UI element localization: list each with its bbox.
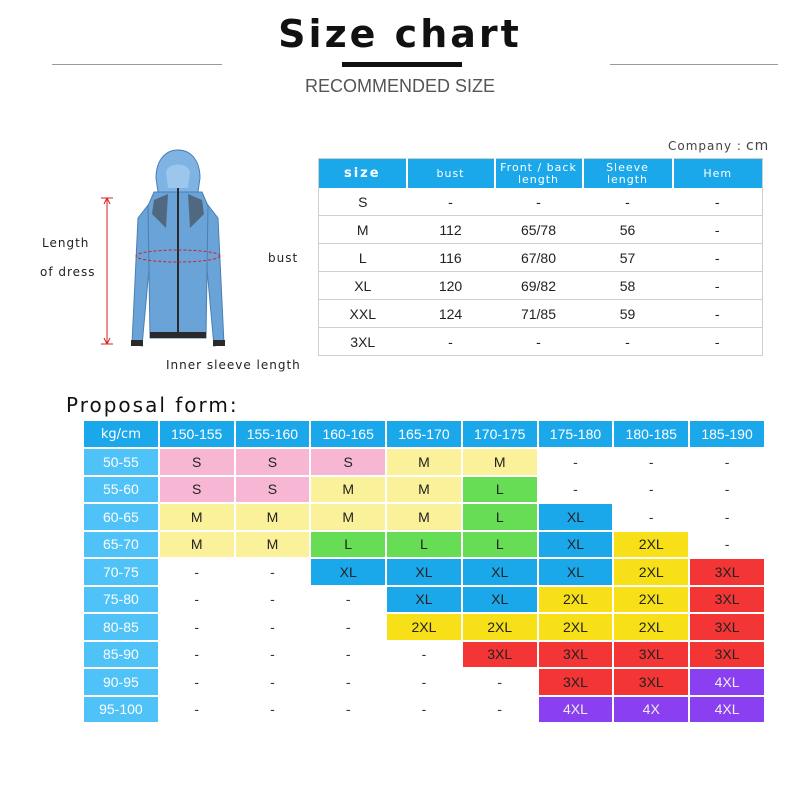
size-recommendation-cell: XL	[539, 559, 613, 585]
size-recommendation-cell: -	[236, 642, 310, 668]
size-recommendation-cell: M	[311, 504, 385, 530]
measure-cell: -	[407, 328, 495, 356]
size-recommendation-cell: M	[236, 532, 310, 558]
table-row	[84, 532, 764, 558]
size-recommendation-cell: -	[160, 587, 234, 613]
size-recommendation-cell: L	[311, 532, 385, 558]
measure-cell: 67/80	[495, 244, 583, 272]
size-recommendation-cell: -	[236, 559, 310, 585]
table-row	[319, 188, 763, 216]
proposal-corner: kg/cm	[84, 421, 158, 447]
measure-cell: 116	[407, 244, 495, 272]
size-recommendation-cell: -	[690, 449, 764, 475]
size-recommendation-cell: M	[311, 477, 385, 503]
measure-cell: 124	[407, 300, 495, 328]
header-rule-left	[52, 64, 222, 65]
size-recommendation-cell: XL	[463, 559, 537, 585]
size-recommendation-cell: -	[690, 504, 764, 530]
size-recommendation-cell: -	[463, 697, 537, 723]
table-row	[84, 669, 764, 695]
table-row	[84, 614, 764, 640]
size-recommendation-cell: L	[463, 532, 537, 558]
proposal-header-row	[84, 421, 764, 447]
size-recommendation-cell: -	[311, 669, 385, 695]
measure-cell: -	[495, 188, 583, 216]
size-recommendation-cell: M	[160, 504, 234, 530]
size-recommendation-cell: M	[387, 477, 461, 503]
size-recommendation-cell: M	[160, 532, 234, 558]
measure-cell: 65/78	[495, 216, 583, 244]
size-recommendation-cell: 4XL	[539, 697, 613, 723]
weight-row-header: 85-90	[84, 642, 158, 668]
size-recommendation-cell: 3XL	[614, 669, 688, 695]
weight-row-header: 95-100	[84, 697, 158, 723]
weight-row-header: 90-95	[84, 669, 158, 695]
weight-row-header: 65-70	[84, 532, 158, 558]
height-column-header: 180-185	[614, 421, 688, 447]
table-row	[84, 587, 764, 613]
size-recommendation-cell: -	[236, 587, 310, 613]
label-bust: bust	[268, 251, 299, 265]
measure-cell: 71/85	[495, 300, 583, 328]
header-hem: Hem	[673, 159, 763, 189]
jacket-icon	[128, 148, 228, 353]
measure-cell: -	[583, 188, 673, 216]
measure-cell: 59	[583, 300, 673, 328]
size-cell: XXL	[319, 300, 407, 328]
size-cell: XL	[319, 272, 407, 300]
size-recommendation-cell: -	[614, 477, 688, 503]
measure-cell: -	[673, 188, 763, 216]
size-recommendation-cell: 3XL	[690, 587, 764, 613]
size-recommendation-cell: 3XL	[690, 614, 764, 640]
proposal-title: Proposal form:	[66, 393, 239, 417]
size-recommendation-cell: 3XL	[614, 642, 688, 668]
measure-cell: 58	[583, 272, 673, 300]
size-recommendation-cell: -	[539, 477, 613, 503]
table-row	[319, 216, 763, 244]
size-recommendation-cell: 2XL	[387, 614, 461, 640]
size-recommendation-cell: S	[311, 449, 385, 475]
measure-cell: 57	[583, 244, 673, 272]
subtitle: RECOMMENDED SIZE	[304, 76, 495, 96]
title-underline	[342, 62, 462, 67]
size-recommendation-cell: XL	[539, 532, 613, 558]
table-row	[84, 697, 764, 723]
table-row	[319, 300, 763, 328]
table-row	[84, 642, 764, 668]
size-recommendation-cell: -	[311, 614, 385, 640]
size-recommendation-cell: S	[236, 477, 310, 503]
size-recommendation-cell: -	[160, 642, 234, 668]
measure-cell: -	[407, 188, 495, 216]
size-recommendation-cell: -	[160, 669, 234, 695]
size-recommendation-cell: -	[387, 669, 461, 695]
unit-caption: Company :	[668, 139, 742, 153]
size-recommendation-cell: 2XL	[463, 614, 537, 640]
table-row	[319, 272, 763, 300]
measure-cell: -	[495, 328, 583, 356]
table-row	[319, 244, 763, 272]
unit-value: cm	[745, 138, 770, 154]
size-recommendation-cell: 4X	[614, 697, 688, 723]
size-recommendation-cell: L	[463, 504, 537, 530]
header-sleeve-length: Sleeve length	[583, 159, 673, 189]
size-recommendation-cell: -	[539, 449, 613, 475]
size-recommendation-cell: -	[387, 642, 461, 668]
size-recommendation-cell: 2XL	[614, 532, 688, 558]
measure-cell: 56	[583, 216, 673, 244]
size-recommendation-cell: -	[160, 559, 234, 585]
size-recommendation-cell: 2XL	[539, 587, 613, 613]
table-row	[84, 559, 764, 585]
weight-row-header: 60-65	[84, 504, 158, 530]
table-row	[84, 504, 764, 530]
size-cell: L	[319, 244, 407, 272]
weight-row-header: 80-85	[84, 614, 158, 640]
size-recommendation-cell: S	[160, 449, 234, 475]
size-recommendation-cell: -	[387, 697, 461, 723]
measure-cell: 69/82	[495, 272, 583, 300]
size-recommendation-cell: -	[690, 477, 764, 503]
height-column-header: 185-190	[690, 421, 764, 447]
measure-cell: -	[673, 244, 763, 272]
size-recommendation-cell: -	[311, 642, 385, 668]
size-recommendation-cell: 2XL	[539, 614, 613, 640]
size-recommendation-cell: -	[236, 614, 310, 640]
size-recommendation-cell: XL	[387, 559, 461, 585]
size-recommendation-cell: 3XL	[539, 669, 613, 695]
size-recommendation-cell: XL	[463, 587, 537, 613]
size-recommendation-cell: -	[614, 504, 688, 530]
label-length: Length	[42, 236, 90, 250]
table-row	[84, 449, 764, 475]
size-recommendation-cell: XL	[539, 504, 613, 530]
proposal-table	[82, 419, 766, 724]
height-column-header: 150-155	[160, 421, 234, 447]
size-recommendation-cell: 3XL	[690, 642, 764, 668]
size-recommendation-cell: M	[387, 449, 461, 475]
table-row	[84, 477, 764, 503]
weight-row-header: 75-80	[84, 587, 158, 613]
size-recommendation-cell: 3XL	[463, 642, 537, 668]
measure-cell: -	[673, 216, 763, 244]
size-recommendation-cell: -	[236, 669, 310, 695]
size-recommendation-cell: 2XL	[614, 587, 688, 613]
measure-cell: 120	[407, 272, 495, 300]
header-rule-right	[610, 64, 778, 65]
size-recommendation-cell: S	[236, 449, 310, 475]
measure-cell: -	[583, 328, 673, 356]
label-of-dress: of dress	[40, 265, 96, 279]
label-inner-sleeve: Inner sleeve length	[166, 358, 301, 372]
measure-cell: -	[673, 300, 763, 328]
measurement-header-row	[319, 159, 763, 189]
measure-cell: -	[673, 328, 763, 356]
size-recommendation-cell: XL	[311, 559, 385, 585]
size-recommendation-cell: 3XL	[539, 642, 613, 668]
size-recommendation-cell: -	[160, 614, 234, 640]
size-recommendation-cell: -	[690, 532, 764, 558]
size-cell: M	[319, 216, 407, 244]
size-recommendation-cell: M	[387, 504, 461, 530]
size-recommendation-cell: -	[236, 697, 310, 723]
size-recommendation-cell: 4XL	[690, 697, 764, 723]
size-cell: 3XL	[319, 328, 407, 356]
measure-cell: -	[673, 272, 763, 300]
measurement-table	[318, 158, 763, 356]
height-column-header: 155-160	[236, 421, 310, 447]
header-bust: bust	[407, 159, 495, 189]
size-recommendation-cell: L	[387, 532, 461, 558]
header-size: size	[319, 159, 407, 189]
page-title: Size chart	[278, 12, 522, 56]
unit-label	[668, 138, 769, 154]
height-column-header: 160-165	[311, 421, 385, 447]
size-cell: S	[319, 188, 407, 216]
height-column-header: 165-170	[387, 421, 461, 447]
table-row	[319, 328, 763, 356]
size-recommendation-cell: -	[311, 587, 385, 613]
size-recommendation-cell: 2XL	[614, 559, 688, 585]
size-recommendation-cell: -	[160, 697, 234, 723]
size-recommendation-cell: 4XL	[690, 669, 764, 695]
size-recommendation-cell: L	[463, 477, 537, 503]
size-recommendation-cell: -	[311, 697, 385, 723]
header-front-back-length: Front / back length	[495, 159, 583, 189]
size-recommendation-cell: XL	[387, 587, 461, 613]
size-recommendation-cell: -	[463, 669, 537, 695]
height-column-header: 175-180	[539, 421, 613, 447]
size-recommendation-cell: S	[160, 477, 234, 503]
size-recommendation-cell: M	[236, 504, 310, 530]
size-recommendation-cell: -	[614, 449, 688, 475]
size-recommendation-cell: M	[463, 449, 537, 475]
size-recommendation-cell: 3XL	[690, 559, 764, 585]
measure-cell: 112	[407, 216, 495, 244]
weight-row-header: 55-60	[84, 477, 158, 503]
weight-row-header: 70-75	[84, 559, 158, 585]
size-recommendation-cell: 2XL	[614, 614, 688, 640]
weight-row-header: 50-55	[84, 449, 158, 475]
length-measure-icon	[100, 196, 114, 346]
height-column-header: 170-175	[463, 421, 537, 447]
